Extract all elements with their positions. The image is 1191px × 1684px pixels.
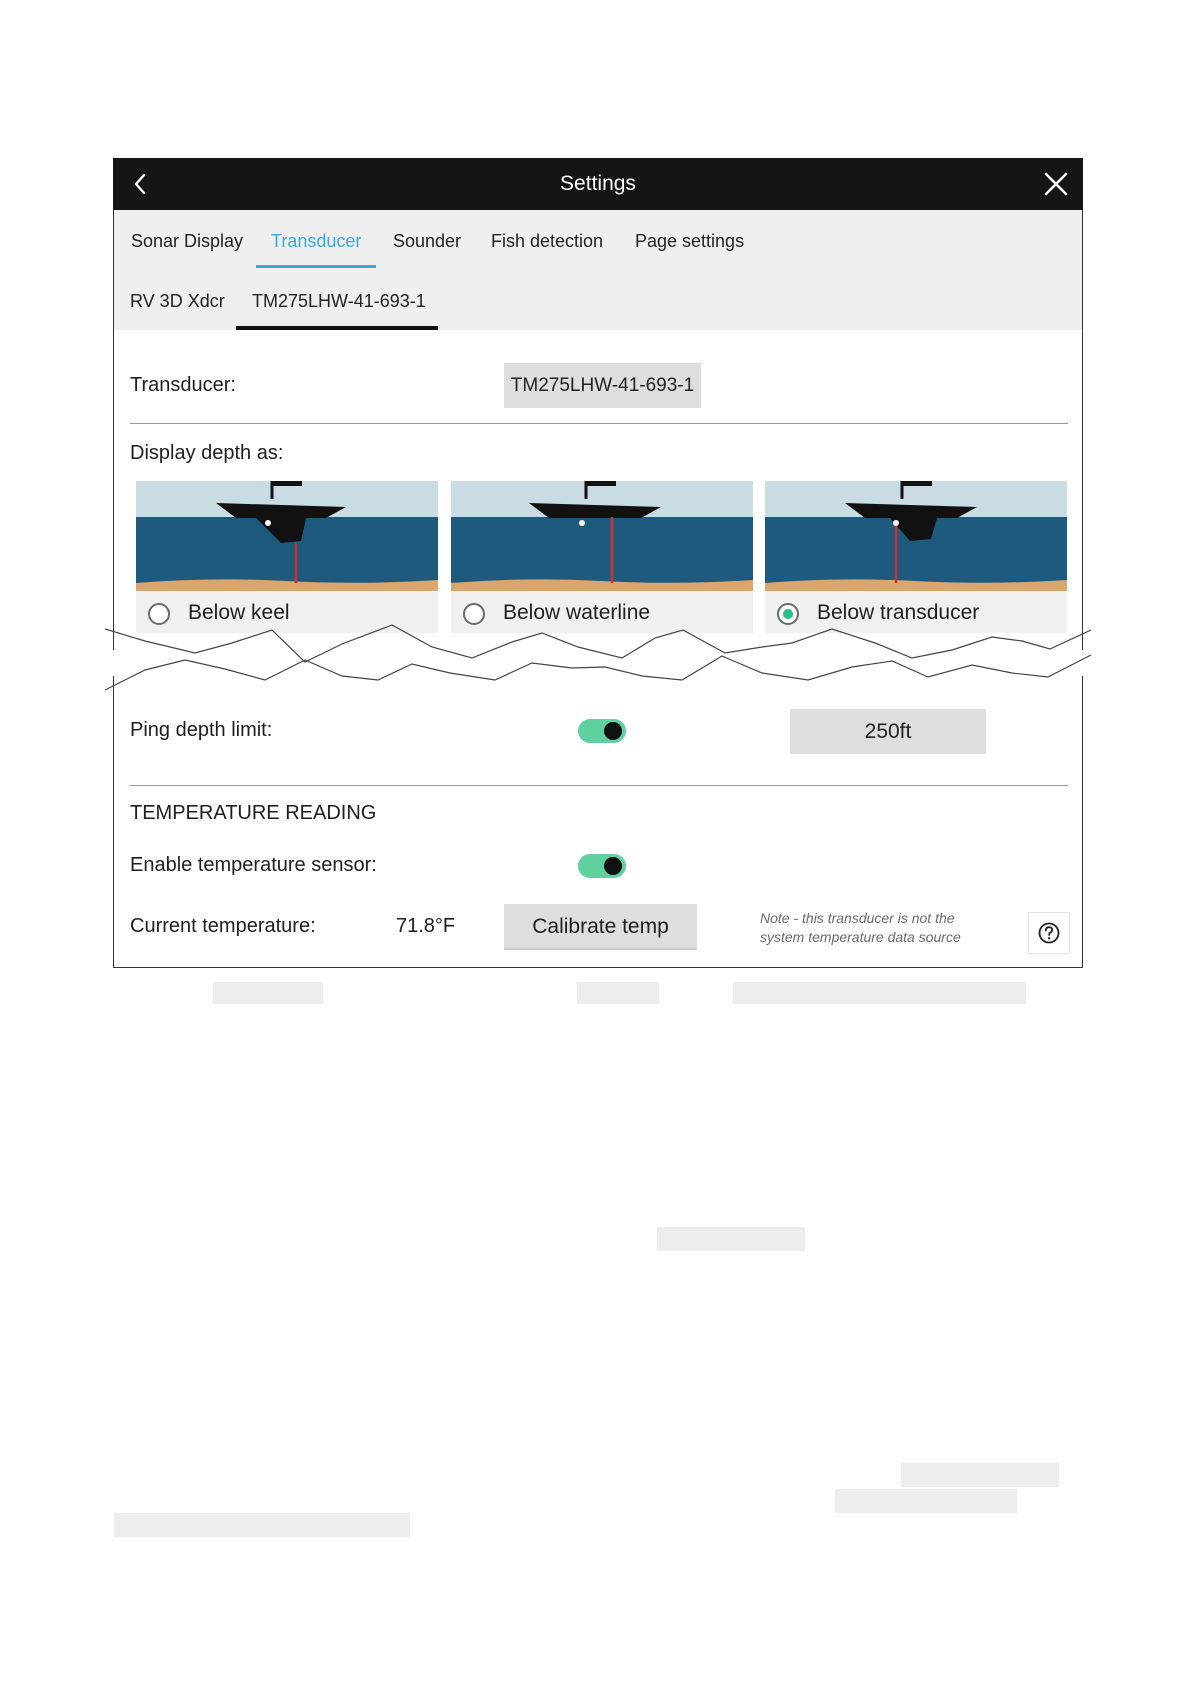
tab-sonar-display[interactable]: Sonar Display — [131, 231, 244, 251]
option-below-transducer[interactable] — [765, 481, 1067, 633]
divider — [130, 785, 1068, 786]
placeholder-block — [657, 1227, 805, 1251]
torn-edge-separator — [105, 620, 1091, 700]
below-transducer-label: Below transducer — [817, 601, 980, 624]
placeholder-block — [901, 1463, 1059, 1487]
below-keel-illustration — [136, 481, 438, 591]
transducer-value-field[interactable]: TM275LHW-41-693-1 — [504, 363, 701, 408]
tab-transducer[interactable]: Transducer — [271, 231, 362, 251]
calibrate-temp-button[interactable]: Calibrate temp — [504, 904, 697, 950]
placeholder-block — [114, 1513, 410, 1537]
display-depth-label: Display depth as: — [130, 442, 284, 464]
temperature-section-title: TEMPERATURE READING — [130, 802, 377, 824]
current-temperature-label: Current temperature: — [130, 915, 316, 937]
below-waterline-label: Below waterline — [503, 601, 651, 624]
placeholder-block — [733, 982, 1026, 1004]
enable-temperature-label: Enable temperature sensor: — [130, 854, 377, 876]
option-below-waterline[interactable] — [451, 481, 753, 633]
question-icon — [1029, 913, 1069, 953]
ping-depth-limit-label: Ping depth limit: — [130, 719, 273, 741]
placeholder-block — [577, 982, 659, 1004]
temperature-note — [760, 909, 961, 947]
below-waterline-illustration — [451, 481, 753, 591]
current-temperature-value: 71.8°F — [396, 915, 456, 937]
enable-temperature-toggle[interactable] — [578, 854, 626, 878]
below-transducer-illustration — [765, 481, 1067, 591]
note-line-1: Note - this transducer is not the — [760, 910, 955, 926]
tab-page-settings[interactable]: Page settings — [635, 231, 745, 251]
window-title: Settings — [560, 172, 636, 195]
toggle-knob — [604, 857, 622, 875]
tab-band — [114, 210, 1082, 330]
tab-fish-detection[interactable]: Fish detection — [491, 231, 604, 251]
help-button[interactable] — [1028, 912, 1070, 954]
active-subtab-indicator — [236, 326, 438, 330]
subtab-tm275lhw[interactable]: TM275LHW-41-693-1 — [252, 291, 426, 311]
active-tab-indicator — [256, 265, 376, 268]
ping-depth-limit-value[interactable]: 250ft — [790, 709, 986, 754]
title-bar — [113, 158, 1083, 210]
ping-depth-limit-toggle[interactable] — [578, 719, 626, 743]
subtab-rv-3d-xdcr[interactable]: RV 3D Xdcr — [130, 291, 225, 311]
toggle-knob — [604, 722, 622, 740]
close-icon[interactable] — [1043, 171, 1069, 197]
divider — [130, 423, 1068, 424]
placeholder-block — [835, 1489, 1017, 1513]
placeholder-block — [213, 982, 323, 1004]
below-keel-label: Below keel — [188, 601, 290, 624]
tab-sounder[interactable]: Sounder — [393, 231, 462, 251]
note-line-2: system temperature data source — [760, 929, 961, 945]
transducer-label: Transducer: — [130, 374, 236, 396]
option-below-keel[interactable] — [136, 481, 438, 633]
